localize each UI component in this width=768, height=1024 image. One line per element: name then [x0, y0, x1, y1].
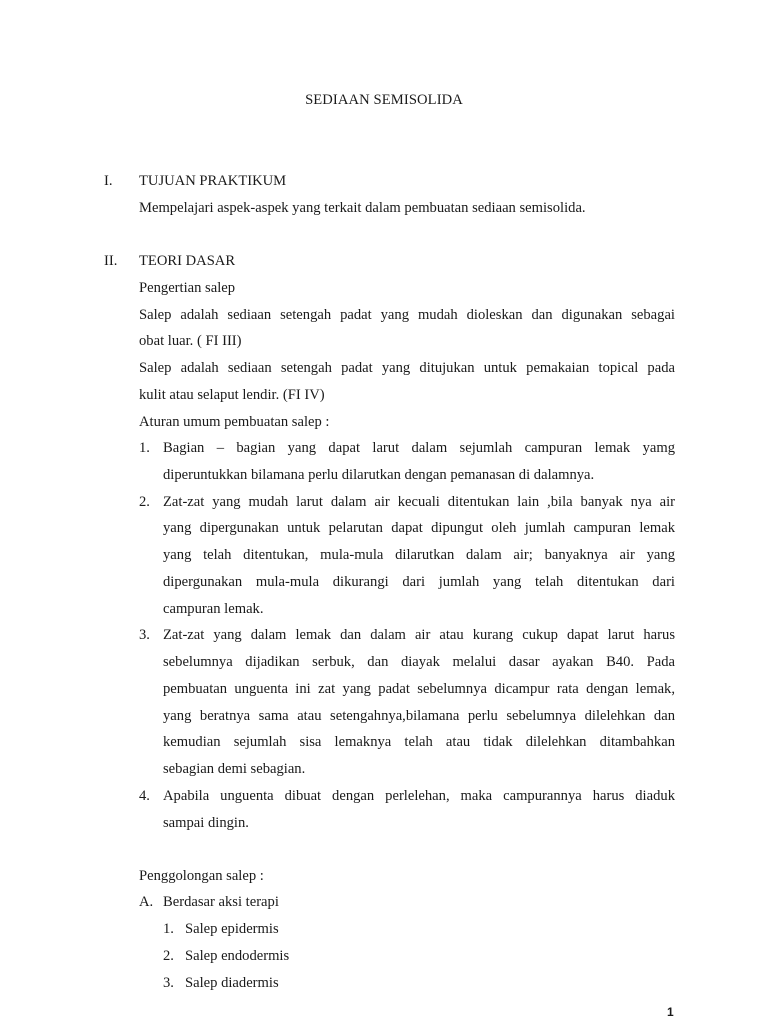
list-item-line: yang dipergunakan untuk pelarutan dapat dipungut oleh jumlah campuran lemak [163, 520, 675, 536]
list-item-line: campuran lemak. [163, 601, 264, 617]
list-item: Salep epidermis [185, 921, 279, 937]
list-item-line: diperuntukkan bilamana perlu dilarutkan dengan pemanasan di dalamnya. [163, 467, 595, 483]
rules-heading: Aturan umum pembuatan salep : [139, 414, 330, 430]
list-item-line: Apabila unguenta dibuat dengan perlelehan, maka campurannya harus diaduk [163, 788, 675, 804]
list-item-line: yang telah ditentukan, mula-mula dilarutkan dalam air; banyaknya air yang [163, 547, 675, 563]
paragraph-line: Salep adalah sediaan setengah padat yang ditujukan untuk pemakaian topical pada [139, 360, 675, 376]
list-item: Salep endodermis [185, 948, 290, 964]
list-item-line: dipergunakan mula-mula dikurangi dari jumlah yang telah ditentukan dari [163, 574, 675, 590]
section-heading: TUJUAN PRAKTIKUM [139, 173, 287, 189]
classification-label: Berdasar aksi terapi [163, 894, 279, 910]
list-number: 3. [163, 975, 174, 991]
list-item-line: sampai dingin. [163, 815, 249, 831]
list-item-line: Zat-zat yang dalam lemak dan dalam air atau kurang cukup dapat larut harus [163, 627, 675, 643]
paragraph-line: kulit atau selaput lendir. (FI IV) [139, 387, 325, 403]
list-number: 4. [139, 788, 150, 804]
list-number: 2. [163, 948, 174, 964]
section-heading: TEORI DASAR [139, 253, 236, 269]
list-letter: A. [139, 894, 154, 910]
subheading: Pengertian salep [139, 280, 236, 296]
list-item-line: Bagian – bagian yang dapat larut dalam sejumlah campuran lemak yamg [163, 440, 675, 456]
list-number: 1. [139, 440, 150, 456]
list-item-line: pembuatan unguenta ini zat yang padat sebelumnya dicampur rata dengan lemak, [163, 681, 675, 697]
paragraph-line: obat luar. ( FI III) [139, 333, 242, 349]
paragraph-line: Salep adalah sediaan setengah padat yang mudah dioleskan dan digunakan sebagai [139, 307, 675, 323]
list-number: 2. [139, 494, 150, 510]
list-item-line: sebelumnya dijadikan serbuk, dan diayak melalui dasar ayakan B40. Pada [163, 654, 675, 670]
list-number: 1. [163, 921, 174, 937]
section-text: Mempelajari aspek-aspek yang terkait dalam pembuatan sediaan semisolida. [139, 200, 586, 216]
list-item-line: Zat-zat yang mudah larut dalam air kecuali ditentukan lain ,bila banyak nya air [163, 494, 675, 510]
list-number: 3. [139, 627, 150, 643]
list-item-line: sebagian demi sebagian. [163, 761, 306, 777]
page-number: 1 [667, 1005, 674, 1019]
list-item-line: kemudian sejumlah sisa lemaknya telah atau tidak dilelehkan ditambahkan [163, 734, 675, 750]
list-item-line: yang beratnya sama atau setengahnya,bilamana perlu sebelumnya dilelehkan dan [163, 708, 675, 724]
page-title: SEDIAAN SEMISOLIDA [305, 92, 463, 108]
section-number: II. [104, 253, 118, 269]
section-number: I. [104, 173, 113, 189]
classification-heading: Penggolongan salep : [139, 868, 264, 884]
list-item: Salep diadermis [185, 975, 279, 991]
